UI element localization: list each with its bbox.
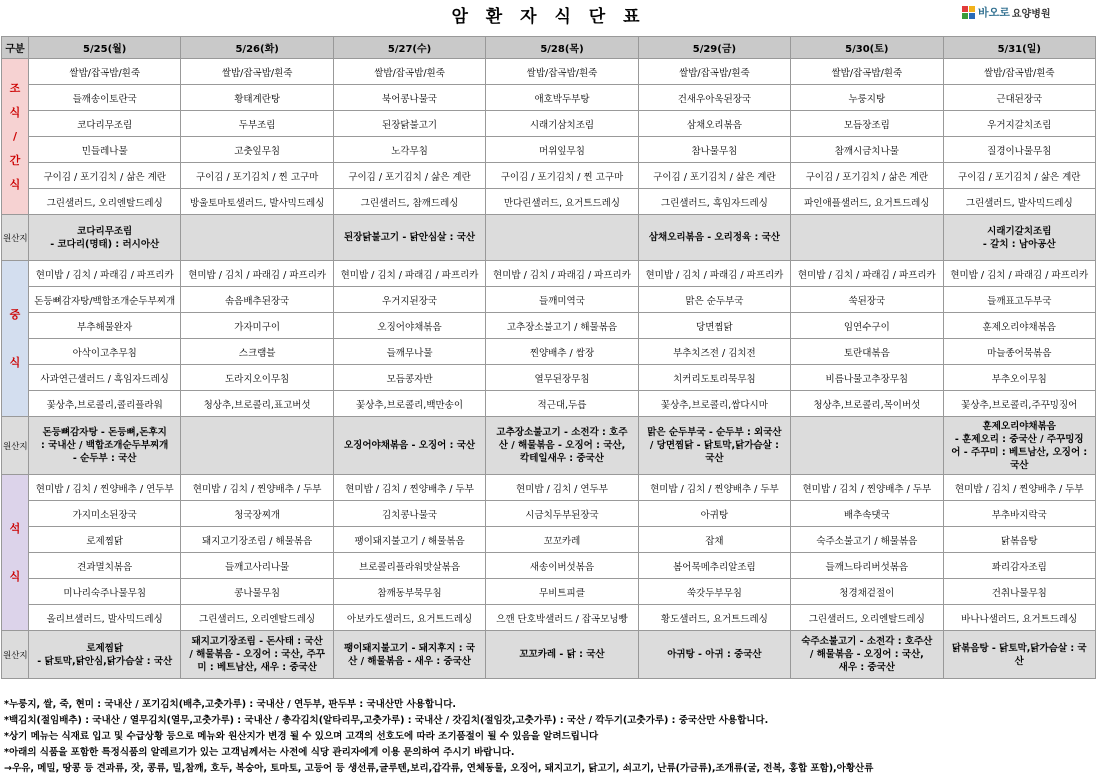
menu-item: 들깨느타리버섯볶음 xyxy=(791,553,943,579)
menu-item: 현미밥 / 김치 / 찐양배추 / 두부 xyxy=(791,475,943,501)
menu-item: 삼채오리볶음 xyxy=(638,111,790,137)
menu-item: 올리브샐러드, 발사믹드레싱 xyxy=(29,605,181,631)
menu-item: 모듬콩자반 xyxy=(333,365,485,391)
origin-info: 훈제오리야채볶음 - 훈제오리 : 중국산 / 주꾸밍징 어 - 주꾸미 : 베트남산, 오징어 : 국산 xyxy=(943,417,1095,475)
menu-item: 바나나샐러드, 요거트드레싱 xyxy=(943,605,1095,631)
menu-item: 그린샐러드, 오리엔탈드레싱 xyxy=(29,189,181,215)
menu-item: 청상추,브로콜리,목이버섯 xyxy=(791,391,943,417)
menu-item: 민들레나물 xyxy=(29,137,181,163)
menu-item: 무비트피클 xyxy=(486,579,638,605)
logo-mark-icon xyxy=(962,6,975,19)
menu-item: 미나리숙주나물무침 xyxy=(29,579,181,605)
origin-info: 고추장소불고기 - 소전각 : 호주 산 / 해물볶음 - 오징어 : 국산, 칵테일새우 : 중국산 xyxy=(486,417,638,475)
menu-item: 꽈리감자조림 xyxy=(943,553,1095,579)
day-header: 5/31(일) xyxy=(943,37,1095,59)
menu-item: 가지미소된장국 xyxy=(29,501,181,527)
origin-info: 닭볶음탕 - 닭토막,닭가슴살 : 국 산 xyxy=(943,631,1095,679)
menu-item: 스크램블 xyxy=(181,339,333,365)
breakfast-row xyxy=(2,59,1096,85)
menu-item: 부추치즈전 / 김치전 xyxy=(638,339,790,365)
origin-info xyxy=(181,417,333,475)
menu-item: 마늘종어묵볶음 xyxy=(943,339,1095,365)
menu-item: 쌀밥/잡곡밥/흰죽 xyxy=(486,59,638,85)
origin-info: 숙주소불고기 - 소전각 : 호주산 / 해물볶음 - 오징어 : 국산, 새우 : 중국산 xyxy=(791,631,943,679)
day-header: 5/26(화) xyxy=(181,37,333,59)
menu-item: 아삭이고추무침 xyxy=(29,339,181,365)
origin-info: 시래기갈치조림 - 갈치 : 남아공산 xyxy=(943,215,1095,261)
menu-item: 현미밥 / 김치 / 찐양배추 / 두부 xyxy=(333,475,485,501)
menu-item: 청상추,브로콜리,표고버섯 xyxy=(181,391,333,417)
menu-item: 참깨시금치나물 xyxy=(791,137,943,163)
menu-item: 그린샐러드, 흑임자드레싱 xyxy=(638,189,790,215)
hospital-logo xyxy=(962,4,1051,20)
menu-item: 참나물무침 xyxy=(638,137,790,163)
menu-item: 황도샐러드, 요거트드레싱 xyxy=(638,605,790,631)
menu-item: 건새우아욱된장국 xyxy=(638,85,790,111)
day-header: 5/29(금) xyxy=(638,37,790,59)
origin-info: 로제찜닭 - 닭토막,닭안심,닭가슴살 : 국산 xyxy=(29,631,181,679)
dinner-row xyxy=(2,579,1096,605)
origin-info xyxy=(181,215,333,261)
menu-item: 현미밥 / 김치 / 찐양배추 / 연두부 xyxy=(29,475,181,501)
menu-item: 코다리무조림 xyxy=(29,111,181,137)
menu-item: 쌀밥/잡곡밥/흰죽 xyxy=(638,59,790,85)
header-label: 구분 xyxy=(2,37,29,59)
menu-item: 가자미구이 xyxy=(181,313,333,339)
menu-item: 새송이버섯볶음 xyxy=(486,553,638,579)
menu-item: 잡채 xyxy=(638,527,790,553)
menu-item: 청경채겉절이 xyxy=(791,579,943,605)
menu-item: 쑥갓두부무침 xyxy=(638,579,790,605)
menu-item: 현미밥 / 김치 / 파래김 / 파프리카 xyxy=(943,261,1095,287)
menu-item: 참깨동부묵무침 xyxy=(333,579,485,605)
header-row xyxy=(2,37,1096,59)
menu-item: 맑은 순두부국 xyxy=(638,287,790,313)
menu-item: 쌀밥/잡곡밥/흰죽 xyxy=(791,59,943,85)
menu-item: 치커리도토리묵무침 xyxy=(638,365,790,391)
menu-item: 현미밥 / 김치 / 연두부 xyxy=(486,475,638,501)
menu-item: 구이김 / 포기김치 / 찐 고구마 xyxy=(486,163,638,189)
menu-item: 방울토마토샐러드, 발사믹드레싱 xyxy=(181,189,333,215)
dinner-section-label: 석 식 xyxy=(2,475,29,631)
menu-item: 꽃상추,브로콜리,쌈다시마 xyxy=(638,391,790,417)
menu-item: 우거지된장국 xyxy=(333,287,485,313)
dinner-row xyxy=(2,605,1096,631)
menu-item: 현미밥 / 김치 / 파래김 / 파프리카 xyxy=(791,261,943,287)
lunch-row xyxy=(2,391,1096,417)
note-line: →우유, 메밀, 땅콩 등 견과류, 잣, 콩류, 밀,참깨, 호두, 복숭아, 토마토, 고등어 등 생선류,글루텐,보리,갑각류, 연체동물, 오징어, 돼지고기, 닭고기, 쇠고기, 난류(가금류),조개류(굴, 전복, 홍합 포함),아황산류 xyxy=(4,763,874,774)
menu-item: 들깨고사리나물 xyxy=(181,553,333,579)
menu-item: 당면찜닭 xyxy=(638,313,790,339)
origin-info xyxy=(486,215,638,261)
menu-item: 현미밥 / 김치 / 찐양배추 / 두부 xyxy=(181,475,333,501)
menu-item: 노각무침 xyxy=(333,137,485,163)
menu-item: 꼬꼬카레 xyxy=(486,527,638,553)
lunch-row xyxy=(2,339,1096,365)
menu-item: 숙주소불고기 / 해물볶음 xyxy=(791,527,943,553)
menu-item: 찐양배추 / 쌈장 xyxy=(486,339,638,365)
menu-item: 구이김 / 포기김치 / 삶은 계란 xyxy=(333,163,485,189)
menu-item: 견과멸치볶음 xyxy=(29,553,181,579)
menu-item: 비름나물고추장무침 xyxy=(791,365,943,391)
origin-info: 돼지고기장조림 - 돈사태 : 국산 / 해물볶음 - 오징어 : 국산, 주꾸 미 : 베트남산, 새우 : 중국산 xyxy=(181,631,333,679)
menu-item: 아보카도샐러드, 요거트드레싱 xyxy=(333,605,485,631)
menu-item: 닭볶음탕 xyxy=(943,527,1095,553)
menu-item: 현미밥 / 김치 / 파래김 / 파프리카 xyxy=(333,261,485,287)
menu-item: 만다린샐러드, 요거트드레싱 xyxy=(486,189,638,215)
menu-item: 돈등뼈감자탕/백합조개순두부찌개 xyxy=(29,287,181,313)
menu-item: 쌀밥/잡곡밥/흰죽 xyxy=(333,59,485,85)
menu-item: 브로콜리플라워맛살볶음 xyxy=(333,553,485,579)
menu-item: 고추장소불고기 / 해물볶음 xyxy=(486,313,638,339)
menu-item: 구이김 / 포기김치 / 삶은 계란 xyxy=(791,163,943,189)
menu-item: 건취나물무침 xyxy=(943,579,1095,605)
origin-info: 돈등뼈감자탕 - 돈등뼈,돈후지 : 국내산 / 백합조개순두부찌개 - 순두부 : 국산 xyxy=(29,417,181,475)
menu-item: 콩나물무침 xyxy=(181,579,333,605)
menu-item: 현미밥 / 김치 / 파래김 / 파프리카 xyxy=(29,261,181,287)
origin-info: 오징어야채볶음 - 오징어 : 국산 xyxy=(333,417,485,475)
menu-item: 두부조림 xyxy=(181,111,333,137)
menu-item: 들깨송이토란국 xyxy=(29,85,181,111)
menu-item: 현미밥 / 김치 / 찐양배추 / 두부 xyxy=(943,475,1095,501)
menu-item: 적근대,두릅 xyxy=(486,391,638,417)
day-header: 5/28(목) xyxy=(486,37,638,59)
menu-item: 구이김 / 포기김치 / 삶은 계란 xyxy=(29,163,181,189)
menu-item: 구이김 / 포기김치 / 삶은 계란 xyxy=(943,163,1095,189)
breakfast-origin-row xyxy=(2,215,1096,261)
breakfast-row xyxy=(2,189,1096,215)
menu-item: 고춧잎무침 xyxy=(181,137,333,163)
note-line: *아래의 식품을 포함한 특정식품의 알레르기가 있는 고객님께서는 사전에 식당 관리자에게 이용 문의하여 주시기 바랍니다. xyxy=(4,747,515,758)
breakfast-row xyxy=(2,163,1096,189)
menu-item: 부추바지락국 xyxy=(943,501,1095,527)
menu-item: 그린샐러드, 오리엔탈드레싱 xyxy=(791,605,943,631)
menu-item: 쌀밥/잡곡밥/흰죽 xyxy=(181,59,333,85)
menu-item: 파인애플샐러드, 요거트드레싱 xyxy=(791,189,943,215)
menu-item: 사과연근샐러드 / 흑임자드레싱 xyxy=(29,365,181,391)
breakfast-row xyxy=(2,137,1096,163)
menu-item: 북어콩나물국 xyxy=(333,85,485,111)
menu-item: 황태계란탕 xyxy=(181,85,333,111)
menu-item: 시래기삼치조림 xyxy=(486,111,638,137)
origin-info: 아귀탕 - 아귀 : 중국산 xyxy=(638,631,790,679)
menu-item: 쑥된장국 xyxy=(791,287,943,313)
menu-item: 쌀밥/잡곡밥/흰죽 xyxy=(29,59,181,85)
day-header: 5/30(토) xyxy=(791,37,943,59)
day-header: 5/25(월) xyxy=(29,37,181,59)
menu-item: 들깨미역국 xyxy=(486,287,638,313)
menu-item: 현미밥 / 김치 / 파래김 / 파프리카 xyxy=(181,261,333,287)
menu-item: 머위잎무침 xyxy=(486,137,638,163)
breakfast-row xyxy=(2,111,1096,137)
menu-item: 그린샐러드, 발사믹드레싱 xyxy=(943,189,1095,215)
menu-item: 부추해물완자 xyxy=(29,313,181,339)
note-line: *상기 메뉴는 식재료 입고 및 수급상황 등으로 메뉴와 원산지가 변경 될 수 있으며 고객의 선호도에 따라 조기품절이 될 수 있음을 알려드립니다 xyxy=(4,731,599,742)
menu-item: 배추속댓국 xyxy=(791,501,943,527)
menu-item: 시금치두부된장국 xyxy=(486,501,638,527)
menu-item: 그린샐러드, 참깨드레싱 xyxy=(333,189,485,215)
lunch-row xyxy=(2,365,1096,391)
menu-item: 토란대볶음 xyxy=(791,339,943,365)
menu-item: 우거지갈치조림 xyxy=(943,111,1095,137)
notes xyxy=(4,697,1094,777)
origin-label: 원산지 xyxy=(2,215,29,261)
menu-item: 들깨무나물 xyxy=(333,339,485,365)
dinner-row xyxy=(2,501,1096,527)
origin-info: 된장닭불고기 - 닭안심살 : 국산 xyxy=(333,215,485,261)
page-title: 암 환 자 식 단 표 xyxy=(451,7,646,27)
origin-info: 코다리무조림 - 코다리(명태) : 러시아산 xyxy=(29,215,181,261)
note-line: *백김치(절임배추) : 국내산 / 열무김치(열무,고춧가루) : 국내산 / 총각김치(알타리무,고춧가루) : 국내산 / 갓김치(절임갓,고춧가루) : 국산 / 깍두기(고춧가루) : 중국산만 사용합니다. xyxy=(4,715,769,726)
menu-item: 현미밥 / 김치 / 파래김 / 파프리카 xyxy=(638,261,790,287)
menu-item: 솎음배추된장국 xyxy=(181,287,333,313)
note-line: *누룽지, 쌀, 죽, 현미 : 국내산 / 포기김치(배추,고춧가루) : 국내산 / 연두부, 판두부 : 국내산만 사용합니다. xyxy=(4,699,456,710)
lunch-row xyxy=(2,287,1096,313)
origin-info: 꼬꼬카레 - 닭 : 국산 xyxy=(486,631,638,679)
day-header: 5/27(수) xyxy=(333,37,485,59)
menu-item: 아귀탕 xyxy=(638,501,790,527)
menu-item: 꽃상추,브로콜리,주꾸밍징어 xyxy=(943,391,1095,417)
menu-item: 쌀밥/잡곡밥/흰죽 xyxy=(943,59,1095,85)
menu-item: 임연수구이 xyxy=(791,313,943,339)
origin-info xyxy=(791,417,943,475)
menu-item: 꽃상추,브로콜리,백만송이 xyxy=(333,391,485,417)
logo-sub: 요양병원 xyxy=(1011,8,1051,20)
breakfast-section-label: 조 식 / 간 식 xyxy=(2,59,29,215)
menu-item: 누룽지탕 xyxy=(791,85,943,111)
menu-item: 모듬장조림 xyxy=(791,111,943,137)
menu-item: 현미밥 / 김치 / 찐양배추 / 두부 xyxy=(638,475,790,501)
menu-item: 김치콩나물국 xyxy=(333,501,485,527)
menu-item: 열무된장무침 xyxy=(486,365,638,391)
origin-info: 맑은 순두부국 - 순두부 : 외국산 / 당면찜닭 - 닭토막,닭가슴살 : 국산 xyxy=(638,417,790,475)
origin-label: 원산지 xyxy=(2,631,29,679)
menu-item: 근대된장국 xyxy=(943,85,1095,111)
menu-item: 들깨표고두부국 xyxy=(943,287,1095,313)
lunch-section-label: 중 식 xyxy=(2,261,29,417)
origin-info: 삼채오리볶음 - 오리정육 : 국산 xyxy=(638,215,790,261)
origin-info: 팽이돼지불고기 - 돼지후지 : 국 산 / 해물볶음 - 새우 : 중국산 xyxy=(333,631,485,679)
lunch-origin-row xyxy=(2,417,1096,475)
dinner-origin-row xyxy=(2,631,1096,679)
menu-item: 그린샐러드, 오리엔탈드레싱 xyxy=(181,605,333,631)
menu-item: 봄어묵메추리알조림 xyxy=(638,553,790,579)
menu-item: 꽃상추,브로콜리,콜리플라워 xyxy=(29,391,181,417)
menu-item: 도라지오이무침 xyxy=(181,365,333,391)
menu-item: 으깬 단호박샐러드 / 잡곡모닝빵 xyxy=(486,605,638,631)
menu-item: 돼지고기장조림 / 해물볶음 xyxy=(181,527,333,553)
logo-name: 바오로 xyxy=(978,6,1010,19)
menu-item: 팽이돼지불고기 / 해물볶음 xyxy=(333,527,485,553)
origin-info xyxy=(791,215,943,261)
menu-item: 구이김 / 포기김치 / 찐 고구마 xyxy=(181,163,333,189)
dinner-row xyxy=(2,475,1096,501)
lunch-row xyxy=(2,313,1096,339)
origin-label: 원산지 xyxy=(2,417,29,475)
menu-item: 구이김 / 포기김치 / 삶은 계란 xyxy=(638,163,790,189)
menu-item: 훈제오리야채볶음 xyxy=(943,313,1095,339)
breakfast-row xyxy=(2,85,1096,111)
menu-item: 현미밥 / 김치 / 파래김 / 파프리카 xyxy=(486,261,638,287)
dinner-row xyxy=(2,527,1096,553)
menu-item: 질경이나물무침 xyxy=(943,137,1095,163)
dinner-row xyxy=(2,553,1096,579)
lunch-row xyxy=(2,261,1096,287)
menu-item: 로제찜닭 xyxy=(29,527,181,553)
menu-item: 애호박두부탕 xyxy=(486,85,638,111)
menu-item: 오징어야채볶음 xyxy=(333,313,485,339)
menu-item: 청국장찌개 xyxy=(181,501,333,527)
menu-item: 부추오이무침 xyxy=(943,365,1095,391)
menu-item: 된장닭불고기 xyxy=(333,111,485,137)
menu-body xyxy=(2,59,1096,679)
menu-table xyxy=(1,36,1096,679)
